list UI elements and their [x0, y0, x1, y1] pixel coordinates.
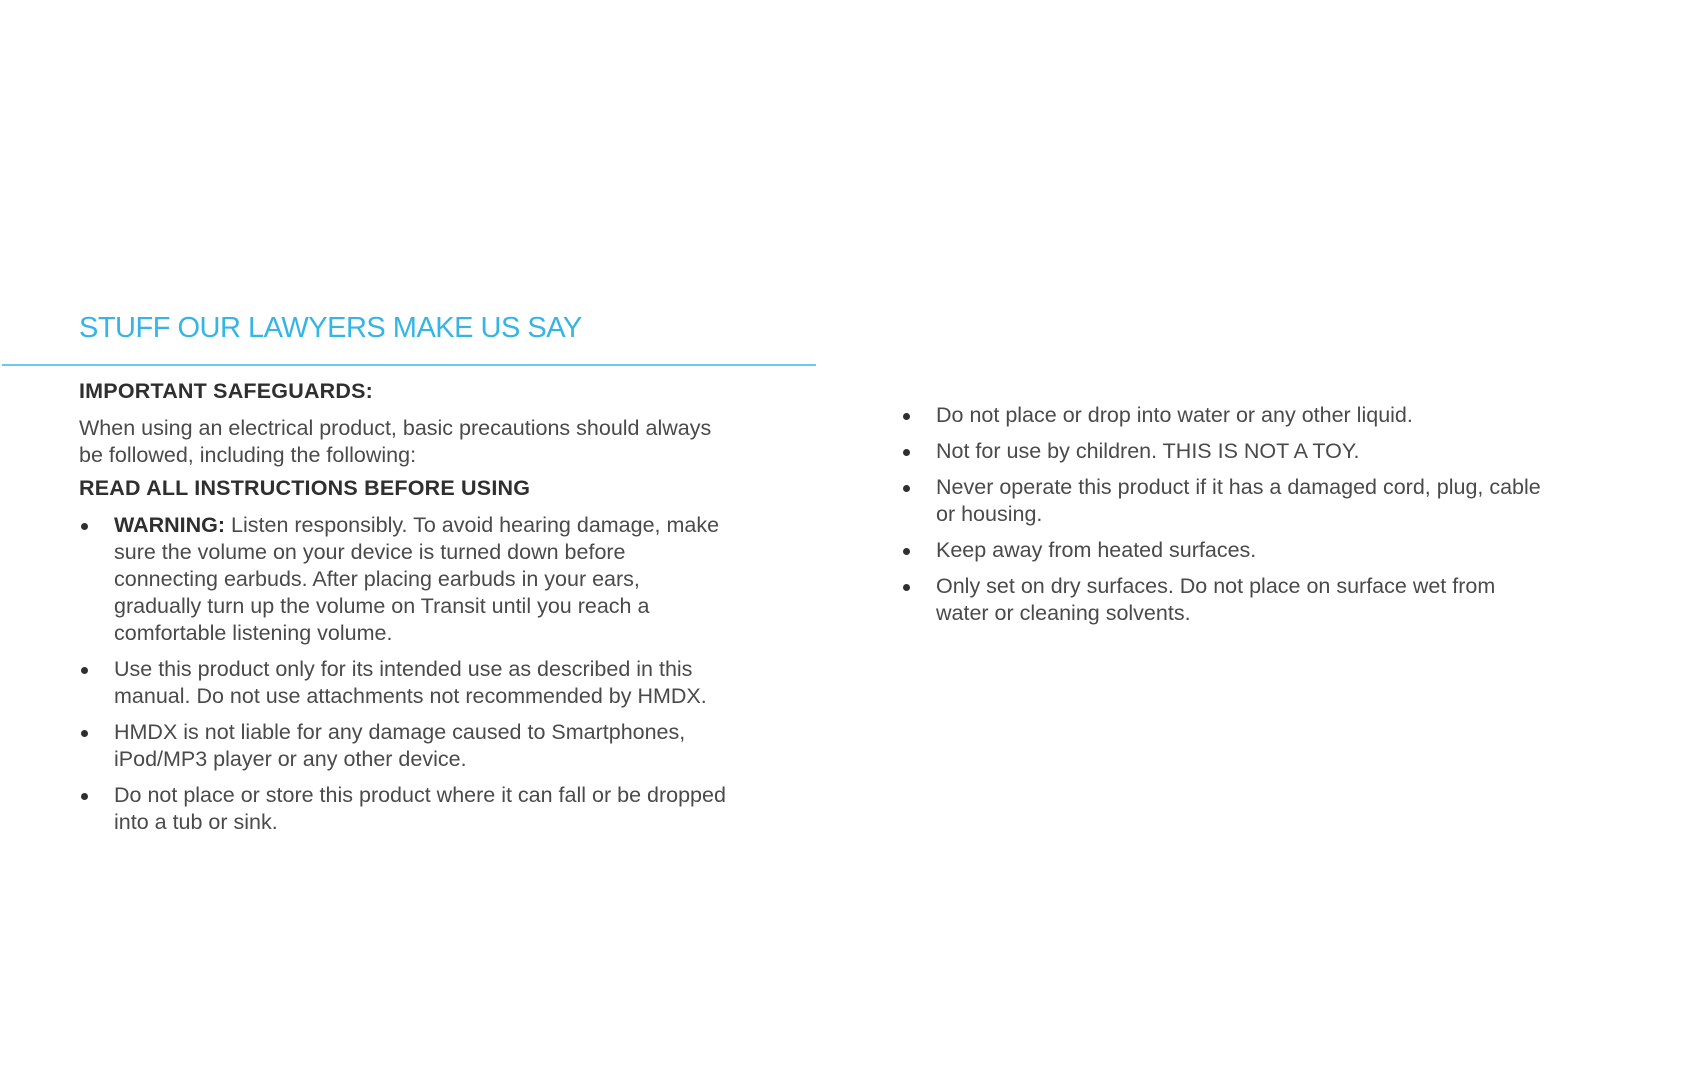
- bullet-icon: [903, 584, 910, 591]
- bullet-icon: [81, 667, 88, 674]
- left-bullet-list: [79, 512, 729, 836]
- warning-text: Listen responsibly. To avoid hearing damage, make sure the volume on your device is turned down before connecting earbuds. After placing earbuds in your ears, gradually turn up the volume on Transit until you reach a comfortable listening volume.: [114, 513, 720, 645]
- list-item-text: Not for use by children. THIS IS NOT A TOY.: [936, 439, 1360, 463]
- list-item-text: Never operate this product if it has a damaged cord, plug, cable or housing.: [936, 475, 1541, 526]
- bullet-icon: [903, 413, 910, 420]
- right-bullet-list: [901, 402, 1551, 627]
- list-item: [901, 474, 1551, 528]
- intro-paragraph: When using an electrical product, basic precautions should always be followed, including the following:: [79, 416, 712, 467]
- warning-list-item: [79, 512, 729, 647]
- list-item: [901, 537, 1551, 564]
- bullet-icon: [81, 730, 88, 737]
- list-item: [79, 719, 729, 773]
- list-item: [901, 438, 1551, 465]
- list-item: [901, 573, 1551, 627]
- list-item: [79, 656, 729, 710]
- list-item-text: Use this product only for its intended use as described in this manual. Do not use attachments not recommended by HMDX.: [114, 657, 707, 708]
- bullet-icon: [903, 548, 910, 555]
- list-item-text: Do not place or store this product where it can fall or be dropped into a tub or sink.: [114, 783, 726, 834]
- list-item-text: Only set on dry surfaces. Do not place on surface wet from water or cleaning solvents.: [936, 574, 1496, 625]
- instructions-heading: READ ALL INSTRUCTIONS BEFORE USING: [79, 476, 531, 500]
- bullet-icon: [903, 485, 910, 492]
- list-item: [901, 402, 1551, 429]
- bullet-icon: [81, 523, 88, 530]
- list-item-text: HMDX is not liable for any damage caused to Smartphones, iPod/MP3 player or any other device.: [114, 720, 686, 771]
- safeguards-heading: IMPORTANT SAFEGUARDS:: [79, 379, 374, 403]
- right-column: [901, 402, 1551, 636]
- bullet-icon: [903, 449, 910, 456]
- left-column: [79, 378, 729, 845]
- title-divider: [2, 364, 816, 366]
- list-item: [79, 782, 729, 836]
- list-item-text: Do not place or drop into water or any other liquid.: [936, 403, 1413, 427]
- list-item-text: Keep away from heated surfaces.: [936, 538, 1257, 562]
- warning-label: WARNING:: [114, 513, 226, 537]
- bullet-icon: [81, 793, 88, 800]
- section-title: STUFF OUR LAWYERS MAKE US SAY: [79, 312, 582, 344]
